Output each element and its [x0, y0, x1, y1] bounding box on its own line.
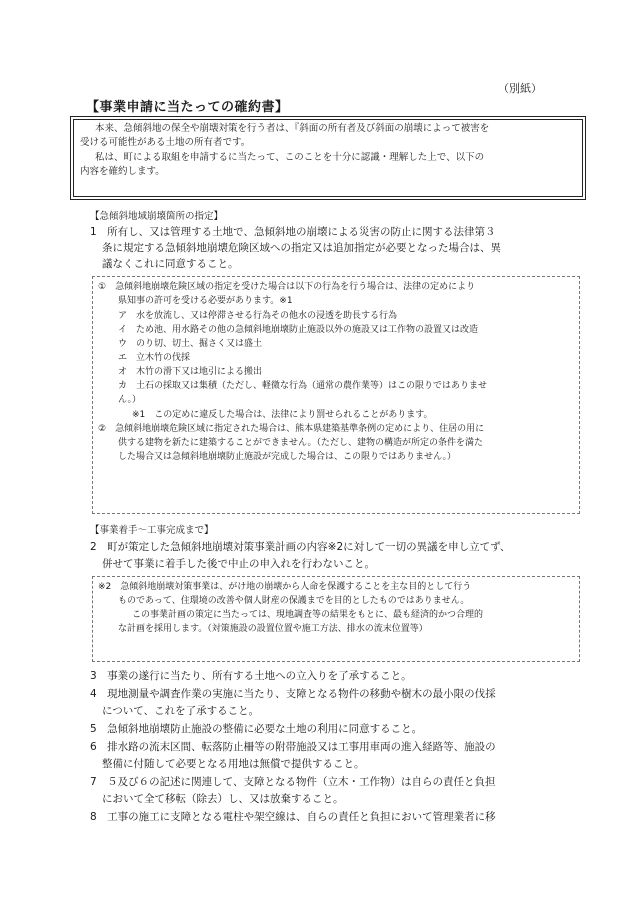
intro-line: 本来、急傾斜地の保全や崩壊対策を行う者は、『斜面の所有者及び斜面の崩壊によって被害を: [95, 123, 490, 134]
clause-6-line: 6 排水路の流末区間、転落防止柵等の附帯施設又は工事用車両の進入経路等、施設の: [90, 741, 496, 753]
clause-5-line: 5 急傾斜地崩壊防止施設の整備に必要な土地の利用に同意すること。: [90, 723, 423, 735]
section-heading-construction: 【事業着手～工事完成まで】: [90, 525, 214, 536]
clause-2-line: 併せて事業に着手した後で中止の申入れを行わないこと。: [102, 558, 375, 570]
note-line: した場合又は急傾斜地崩壊防止施設が完成した場合は、この限りではありません。）: [118, 452, 457, 462]
note-line: カ 土石の採取又は集積（ただし、軽微な行為（通常の農作業等）はこの限りではありませ: [118, 381, 488, 391]
note-line: な計画を採用します。（対策施設の設置位置や施工方法、排水の流末位置等）: [118, 624, 428, 634]
note-line: ① 急傾斜地崩壊危険区域の指定を受けた場合は以下の行為を行う場合は、法律の定めにより: [98, 282, 476, 292]
clause-7-line: 7 ５及び６の記述に関連して、支障となる物件（立木・工作物）は自らの責任と負担: [90, 776, 496, 788]
annex-label: （別紙）: [498, 82, 542, 95]
note-line: ※1 この定めに違反した場合は、法律により罰せられることがあります。: [132, 410, 433, 420]
note-line: ものであって、住環境の改善や個人財産の保護までを目的としたものではありません。: [118, 596, 470, 606]
note-line: ウ のり切、切土、掘さく又は盛土: [118, 339, 263, 349]
clause-6-line: 整備に付随して必要となる用地は無償で提供すること。: [102, 758, 365, 770]
clause-4-line: について、これを了承すること。: [102, 705, 260, 717]
clause-3-line: 3 事業の遂行に当たり、所有する土地への立入りを了承すること。: [90, 670, 412, 682]
note-line: ② 急傾斜地崩壊危険区域に指定された場合は、熊本県建築基準条例の定めにより、住居の用に: [98, 424, 485, 434]
note-line: イ ため池、用水路その他の急傾斜地崩壊防止施設以外の施設又は工作物の設置又は改造: [118, 325, 479, 335]
clause-1-line: 1 所有し、又は管理する土地で、急傾斜地の崩壊による災害の防止に関する法律第３: [90, 226, 496, 238]
note-line: 供する建物を新たに建築することができません。（ただし、建物の構造が所定の条件を満た: [118, 438, 484, 448]
note-line: オ 木竹の滑下又は地引による搬出: [118, 367, 263, 377]
clause-8-line: 8 工事の施工に支障となる電柱や架空線は、自らの責任と負担において管理業者に移: [90, 811, 496, 823]
note-line: ※2 急傾斜地崩壊対策事業は、がけ地の崩壊から人命を保護することを主な目的として行う: [98, 582, 472, 592]
clause-1-line: 条に規定する急傾斜地崩壊危険区域への指定又は追加指定が必要となった場合は、異: [102, 242, 501, 254]
clause-7-line: において全て移転（除去）し、又は放棄すること。: [102, 793, 344, 805]
intro-line: 受ける可能性がある土地の所有者です。: [80, 137, 251, 148]
note-line: ん。）: [118, 395, 142, 405]
clause-2-line: 2 町が策定した急傾斜地崩壊対策事業計画の内容※2に対して一切の異議を申し立てず、: [90, 541, 511, 553]
clause-4-line: 4 現地測量や調査作業の実施に当たり、支障となる物件の移動や樹木の最小限の伐採: [90, 688, 496, 700]
intro-line: 内容を確約します。: [80, 166, 165, 177]
document-title: 【事業申請に当たっての確約書】: [86, 100, 289, 115]
intro-line: 私は、町による取組を申請するに当たって、このことを十分に認識・理解した上で、以下の: [95, 152, 485, 163]
section-heading-designation: 【急傾斜地域崩壊箇所の指定】: [90, 211, 224, 222]
clause-1-line: 議なくこれに同意すること。: [102, 258, 239, 270]
note-line: ア 水を放流し、又は停滞させる行為その他水の浸透を助長する行為: [118, 311, 398, 321]
note-line: 県知事の許可を受ける必要があります。※1: [118, 296, 293, 306]
note-line: エ 立木竹の伐採: [118, 353, 191, 363]
note-line: この事業計画の策定に当たっては、現地調査等の結果をもとに、最も経済的かつ合理的: [132, 610, 484, 620]
